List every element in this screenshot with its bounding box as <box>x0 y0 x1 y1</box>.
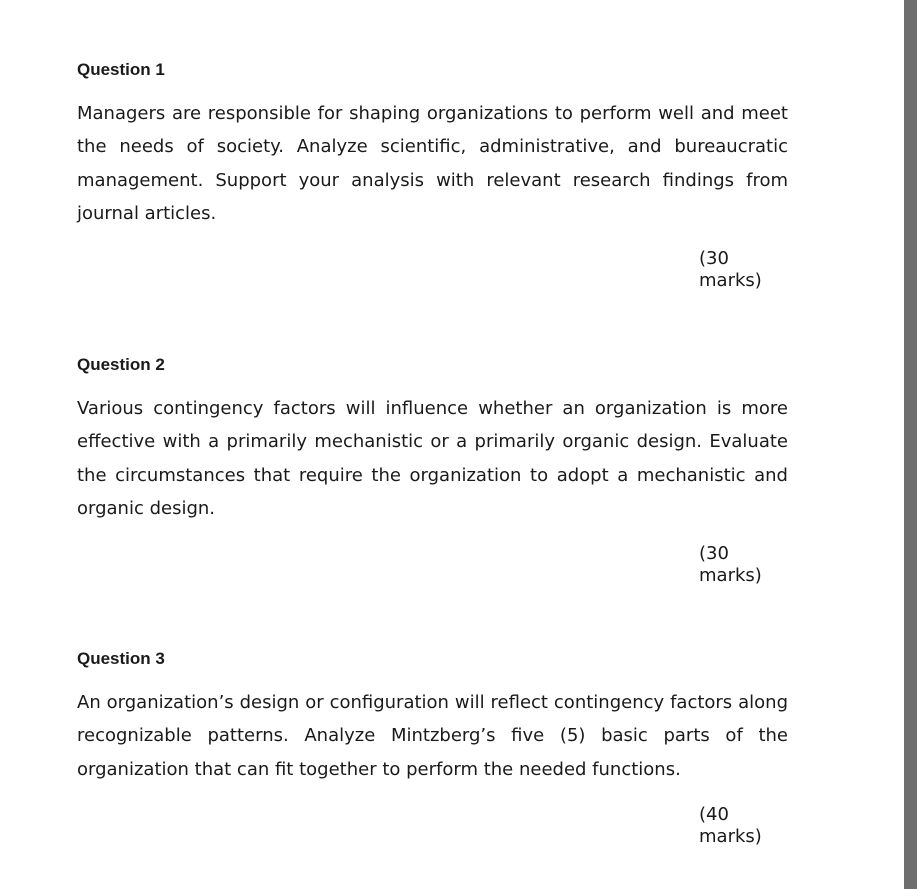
question-2-title: Question 2 <box>77 355 165 374</box>
question-2-body: Various contingency factors will influence whether an organization is more effective with a primarily mechanistic or a primarily organic design. Evaluate the circumstances that require the organization to adopt a mechanistic and organic design. <box>77 398 788 519</box>
question-1 <box>77 60 788 291</box>
question-3 <box>77 649 788 847</box>
question-2 <box>77 355 788 586</box>
question-3-title: Question 3 <box>77 649 165 668</box>
question-2-marks: (30 marks) <box>699 543 762 586</box>
question-1-marks: (30 marks) <box>699 248 762 291</box>
question-1-body: Managers are responsible for shaping organizations to perform well and meet the needs of society. Analyze scientific, administrative, and bureaucratic management. Support your analysis with relevant research findings from journal articles. <box>77 103 788 224</box>
question-3-body: An organization’s design or configuration will reflect contingency factors along recognizable patterns. Analyze Mintzberg’s five (5) basic parts of the organization that can fit together to perform the needed functions. <box>77 692 788 780</box>
question-3-marks: (40 marks) <box>699 804 762 847</box>
scrollbar[interactable] <box>904 0 917 889</box>
question-1-title: Question 1 <box>77 60 165 79</box>
